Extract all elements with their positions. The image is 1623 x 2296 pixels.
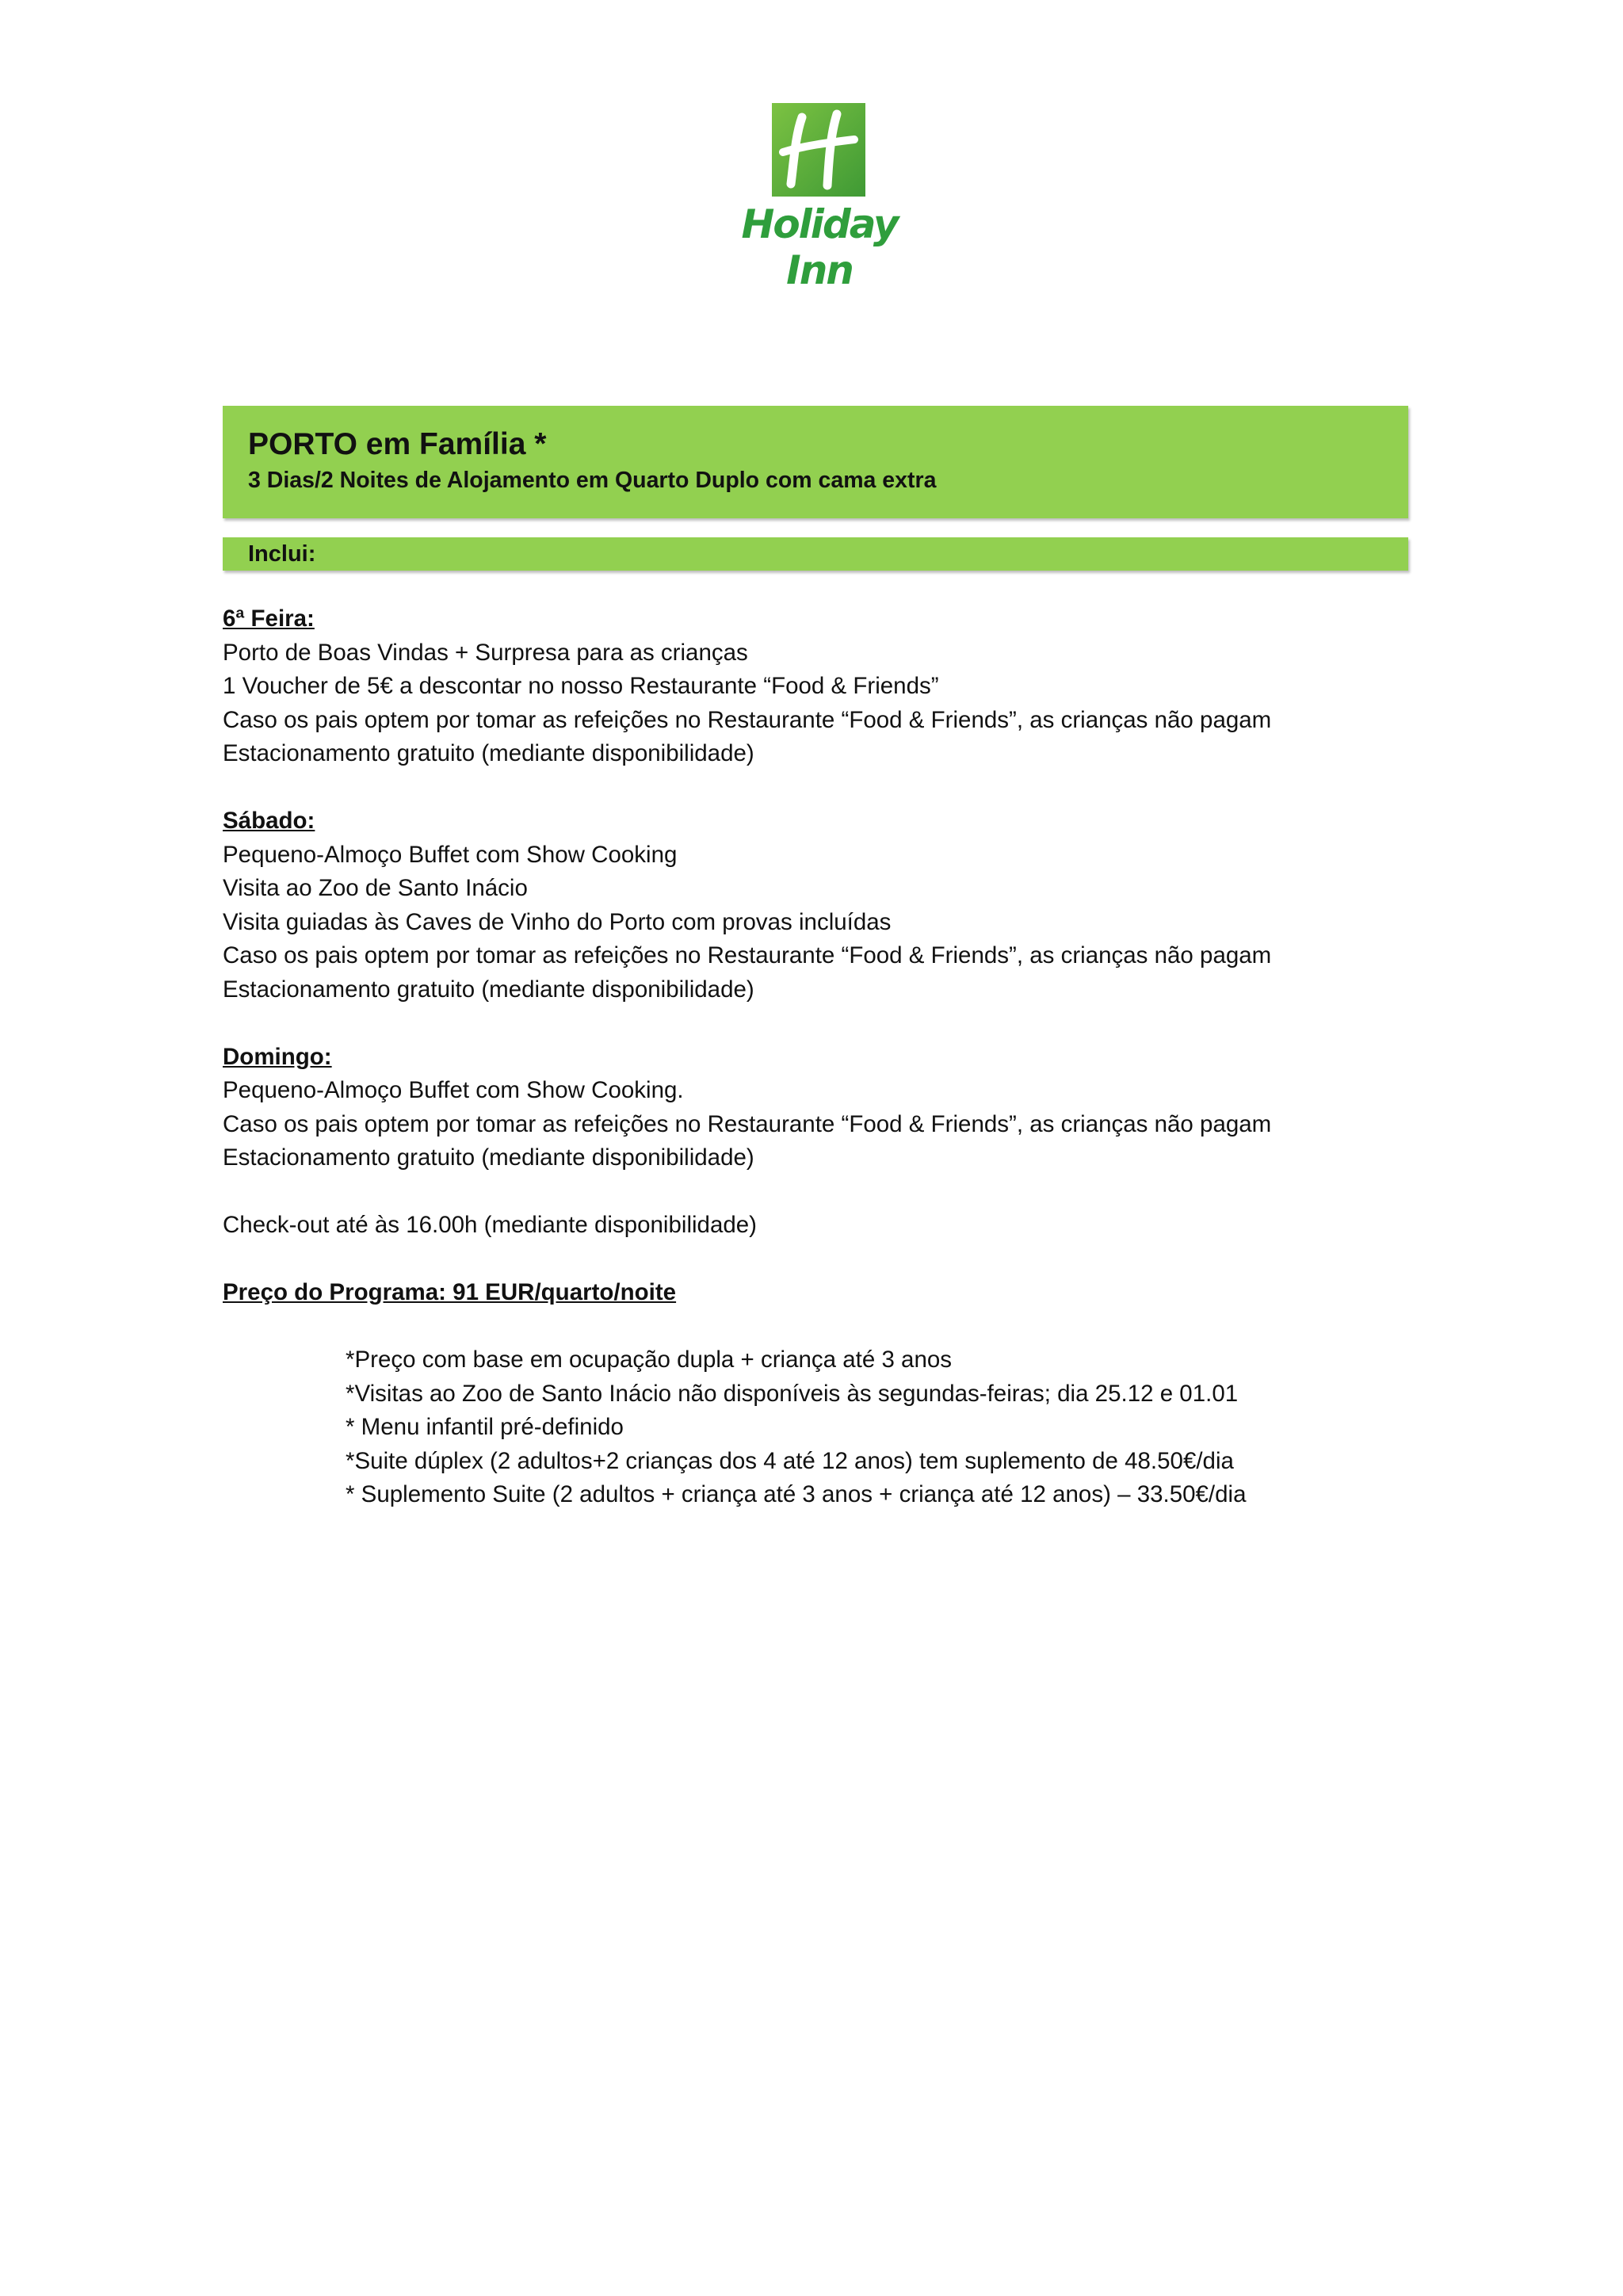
note-item: *Visitas ao Zoo de Santo Inácio não disponíveis às segundas-feiras; dia 25.12 e 01.01	[346, 1380, 1239, 1407]
inclui-band	[223, 537, 1408, 571]
price-heading: Preço do Programa: 91 EUR/quarto/noite	[223, 1279, 677, 1305]
list-item: Caso os pais optem por tomar as refeições no Restaurante “Food & Friends”, as crianças não pagam	[223, 942, 1272, 968]
list-item: Pequeno-Almoço Buffet com Show Cooking.	[223, 1077, 684, 1103]
note-item: *Suite dúplex (2 adultos+2 crianças dos 4 até 12 anos) tem suplemento de 48.50€/dia	[346, 1447, 1234, 1474]
inclui-label: Inclui:	[248, 541, 316, 567]
page-subtitle: 3 Dias/2 Noites de Alojamento em Quarto Duplo com cama extra	[248, 468, 937, 493]
list-item: Estacionamento gratuito (mediante disponibilidade)	[223, 1144, 754, 1171]
list-item: Visita ao Zoo de Santo Inácio	[223, 875, 528, 901]
note-item: * Suplemento Suite (2 adultos + criança até 3 anos + criança até 12 anos) – 33.50€/dia	[346, 1481, 1247, 1507]
header-band	[223, 406, 1408, 518]
holiday-inn-logo	[713, 100, 926, 293]
checkout-text: Check-out até às 16.00h (mediante disponibilidade)	[223, 1212, 758, 1238]
list-item: Caso os pais optem por tomar as refeições no Restaurante “Food & Friends”, as crianças não pagam	[223, 706, 1272, 733]
note-item: * Menu infantil pré-definido	[346, 1414, 624, 1440]
section-heading-sabado: Sábado:	[223, 808, 315, 834]
list-item: Porto de Boas Vindas + Surpresa para as crianças	[223, 639, 748, 666]
page-title: PORTO em Família *	[248, 427, 547, 461]
list-item: Estacionamento gratuito (mediante disponibilidade)	[223, 740, 754, 766]
list-item: Visita guiadas às Caves de Vinho do Porto com provas incluídas	[223, 908, 892, 935]
section-heading-domingo: Domingo:	[223, 1043, 332, 1070]
list-item: Pequeno-Almoço Buffet com Show Cooking	[223, 841, 678, 868]
program-body	[223, 602, 1411, 1512]
section-heading-sexta: 6ª Feira:	[223, 606, 315, 632]
notes-list	[223, 1343, 1411, 1512]
holiday-inn-h-icon	[772, 103, 865, 197]
holiday-inn-wordmark: Holiday Inn	[741, 201, 898, 293]
note-item: *Preço com base em ocupação dupla + criança até 3 anos	[346, 1347, 953, 1373]
list-item: Caso os pais optem por tomar as refeições no Restaurante “Food & Friends”, as crianças não pagam	[223, 1110, 1272, 1137]
list-item: Estacionamento gratuito (mediante disponibilidade)	[223, 976, 754, 1003]
list-item: 1 Voucher de 5€ a descontar no nosso Restaurante “Food & Friends”	[223, 673, 939, 699]
